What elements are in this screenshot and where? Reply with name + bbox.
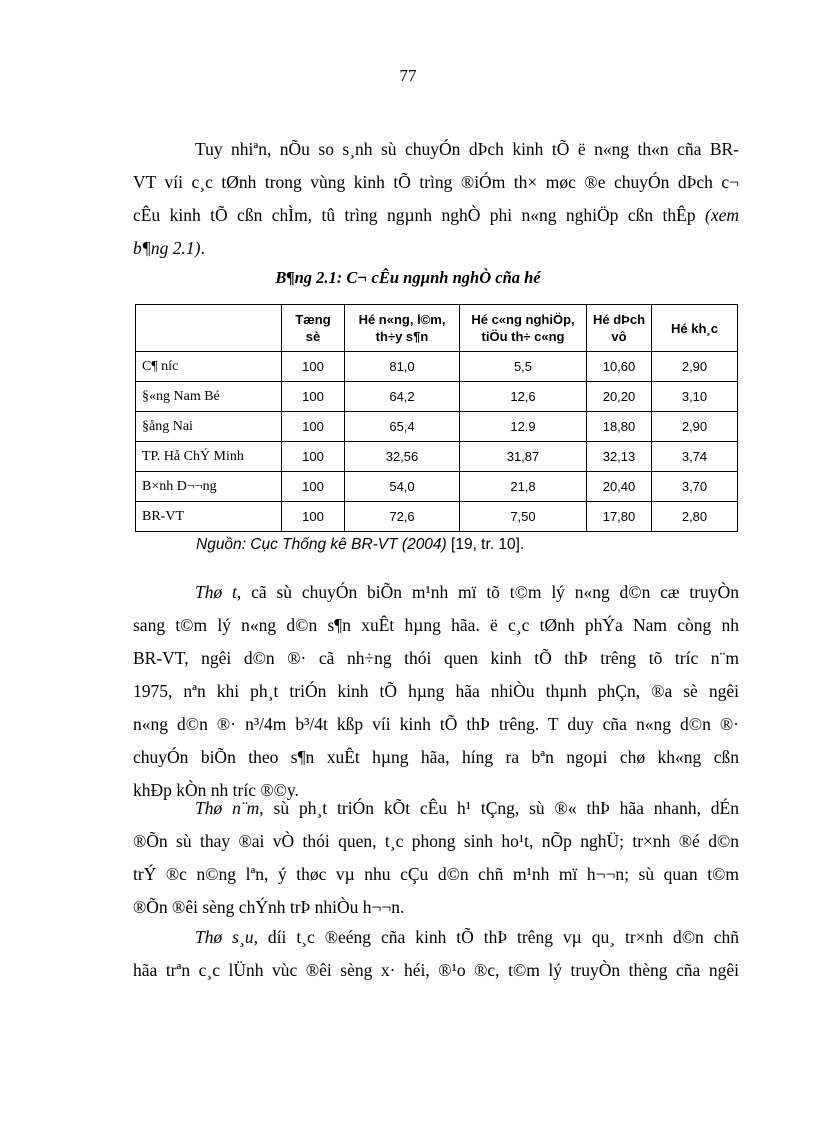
row-name: §ång Nai	[136, 412, 282, 442]
cell-total: 100	[282, 382, 345, 412]
industry-structure-table	[135, 304, 738, 532]
cell-industry: 12.9	[460, 412, 587, 442]
cell-agriculture: 32,56	[345, 442, 460, 472]
paragraph-lead: Thø n¨m,	[195, 798, 264, 818]
table-header-row	[136, 305, 738, 352]
cell-agriculture: 54,0	[345, 472, 460, 502]
cell-other: 3,74	[652, 442, 738, 472]
paragraph-line	[133, 232, 739, 265]
header-agriculture: Hé n«ng, l©m, th÷y s¶n	[345, 305, 460, 352]
paragraph-4	[133, 921, 739, 987]
header-total: Tæng sè	[282, 305, 345, 352]
table-caption: B¶ng 2.1: C¬ cÊu ngµnh nghÒ cña hé	[275, 268, 541, 287]
paragraph-line: sang t©m lý n«ng d©n s¶n xuÊt hµng hãa. ë c¸c tØnh phÝa Nam còng nh	[133, 615, 739, 635]
table-reference: (xem	[705, 205, 740, 225]
paragraph-line: VT víi c¸c tØnh trong vùng kinh tÕ trìng ®iÓm th× møc ®e chuyÓn dÞch c¬	[133, 172, 739, 192]
paragraph-line: ®Õn ®êi sèng chÝnh trÞ nhiÒu h¬¬n.	[133, 897, 405, 917]
cell-service: 17,80	[587, 502, 652, 532]
table-row	[136, 382, 738, 412]
paragraph-line: ®Õn sù thay ®ai vÒ thói quen, t¸c phong sinh ho¹t, nÕp nghÜ; tr×nh ®é d©n	[133, 831, 739, 851]
row-name: B×nh D¬¬ng	[136, 472, 282, 502]
header-service: Hé dÞch vô	[587, 305, 652, 352]
paragraph-lead: Thø t,	[195, 582, 242, 602]
cell-service: 20,40	[587, 472, 652, 502]
table-row	[136, 352, 738, 382]
source-text: : Cục Thống kê BR-VT (2004)	[241, 536, 447, 553]
row-name: TP. Hå ChÝ Minh	[136, 442, 282, 472]
paragraph-line: chuyÓn biÕn theo s¶n xuÊt hµng hãa, híng ra bªn ngoµi chø kh«ng cßn	[133, 747, 739, 767]
paragraph-line-text: díi t¸c ®eéng cña kinh tÕ thÞ trêng vµ qu¸ tr×nh d©n chñ	[257, 927, 739, 947]
table-source	[196, 536, 524, 554]
cell-total: 100	[282, 472, 345, 502]
cell-total: 100	[282, 412, 345, 442]
end-punctuation: .	[200, 238, 205, 258]
cell-service: 20,20	[587, 382, 652, 412]
cell-industry: 7,50	[460, 502, 587, 532]
paragraph-line-text: cã sù chuyÓn biÕn m¹nh mï tõ t©m lý n«ng d©n cæ truyÒn	[241, 582, 739, 602]
table-row	[136, 442, 738, 472]
table-reference-cont: b¶ng 2.1)	[133, 238, 201, 258]
paragraph-line	[133, 792, 739, 825]
cell-other: 3,10	[652, 382, 738, 412]
source-label: Nguồn	[196, 536, 242, 553]
header-region	[136, 305, 282, 352]
paragraph-3	[133, 792, 739, 924]
paragraph-1	[133, 133, 739, 265]
header-other: Hé kh¸c	[652, 305, 738, 352]
cell-total: 100	[282, 352, 345, 382]
paragraph-line: hãa trªn c¸c lÜnh vùc ®êi sèng x· héi, ®¹o ®c, t©m lý truyÒn thèng cña ngêi	[133, 960, 739, 980]
cell-total: 100	[282, 442, 345, 472]
paragraph-2	[133, 576, 739, 807]
cell-other: 2,90	[652, 412, 738, 442]
paragraph-line: n«ng d©n ®· n³/4m b³/4t kßp víi kinh tÕ thÞ trêng. T duy cña n«ng d©n ®·	[133, 714, 739, 734]
cell-other: 2,90	[652, 352, 738, 382]
cell-total: 100	[282, 502, 345, 532]
cell-other: 3,70	[652, 472, 738, 502]
cell-industry: 5,5	[460, 352, 587, 382]
header-industry: Hé c«ng nghiÖp, tiÖu th÷ c«ng	[460, 305, 587, 352]
table-row	[136, 502, 738, 532]
cell-agriculture: 72,6	[345, 502, 460, 532]
paragraph-line	[133, 576, 739, 609]
row-name: §«ng Nam Bé	[136, 382, 282, 412]
paragraph-line: khÐp kÒn nh tríc ®©y.	[133, 780, 299, 800]
paragraph-line-text: sù ph¸t triÓn kÕt cÊu h¹ tÇng, sù ®« thÞ hãa nhanh, dÉn	[263, 798, 739, 818]
paragraph-line: trÝ ®c n©ng lªn, ý thøc vµ nhu cÇu d©n chñ m¹nh mï h¬¬n; sù quan t©m	[133, 864, 739, 884]
paragraph-line	[133, 921, 739, 954]
page-number: 77	[399, 66, 417, 85]
table-row	[136, 472, 738, 502]
cell-agriculture: 64,2	[345, 382, 460, 412]
paragraph-line	[133, 199, 739, 232]
paragraph-line-text: cÊu kinh tÕ cßn chÌm, tû trìng ngµnh nghÒ phi n«ng nghiÖp cßn thÊp	[133, 205, 696, 225]
row-name: C¶ níc	[136, 352, 282, 382]
cell-industry: 12,6	[460, 382, 587, 412]
cell-service: 10,60	[587, 352, 652, 382]
cell-agriculture: 65,4	[345, 412, 460, 442]
row-name: BR-VT	[136, 502, 282, 532]
table-row	[136, 412, 738, 442]
cell-industry: 31,87	[460, 442, 587, 472]
cell-service: 18,80	[587, 412, 652, 442]
source-reference: [19, tr. 10].	[446, 536, 525, 553]
paragraph-line: Tuy nhiªn, nÕu so s¸nh sù chuyÓn dÞch kinh tÕ ë n«ng th«n cña BR-	[195, 139, 739, 159]
paragraph-line: 1975, nªn khi ph¸t triÓn kinh tÕ hµng hãa nhiÒu thµnh phÇn, ®a sè ngêi	[133, 681, 739, 701]
paragraph-lead: Thø s¸u,	[195, 927, 258, 947]
cell-other: 2,80	[652, 502, 738, 532]
cell-service: 32,13	[587, 442, 652, 472]
paragraph-line: BR-VT, ngêi d©n ®· cã nh÷ng thói quen kinh tÕ thÞ trêng tõ tríc n¨m	[133, 648, 739, 668]
cell-agriculture: 81,0	[345, 352, 460, 382]
cell-industry: 21,8	[460, 472, 587, 502]
